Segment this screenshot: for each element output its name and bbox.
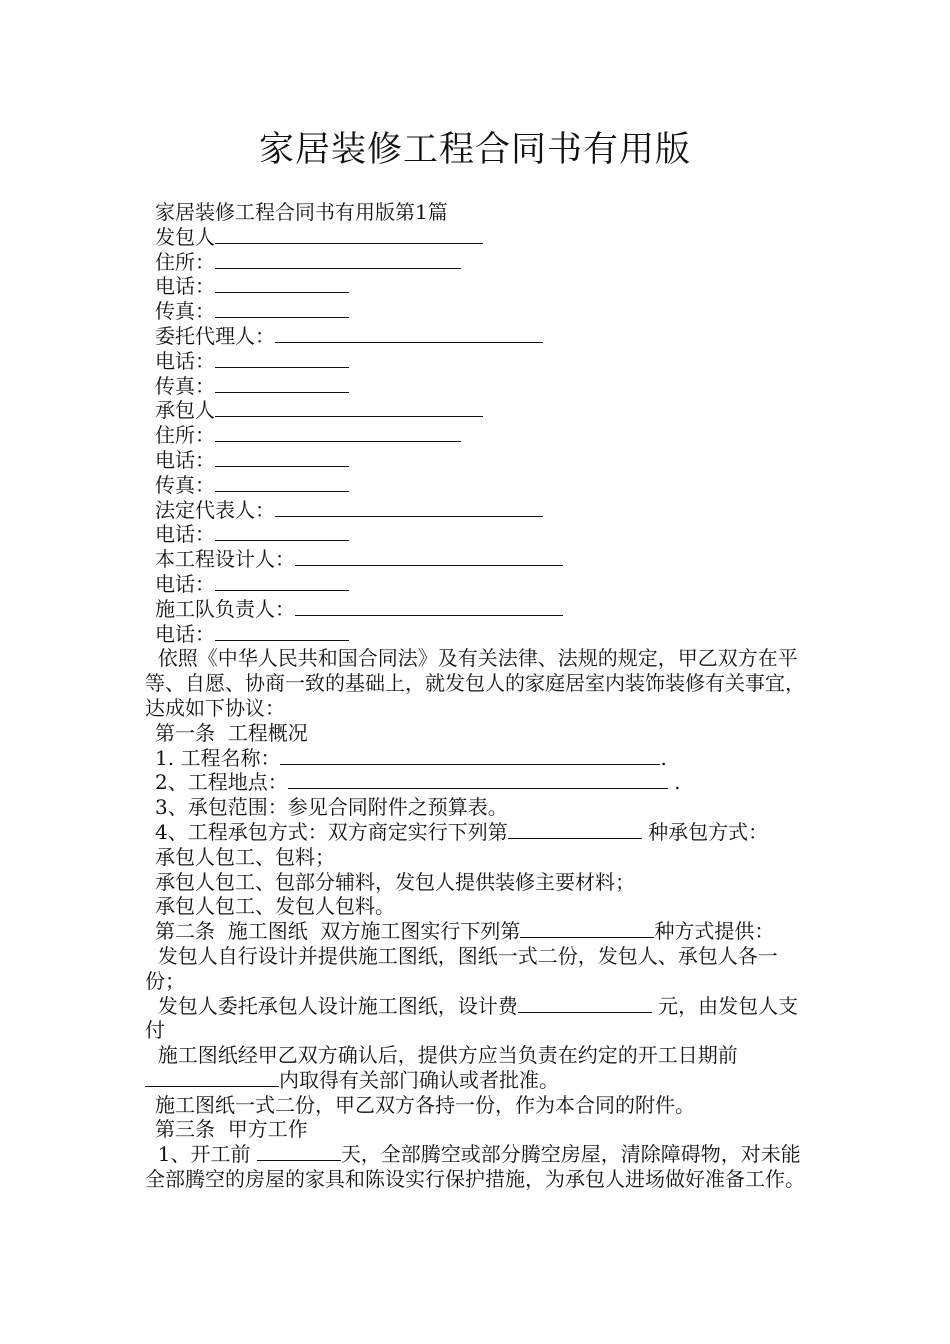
field-phone bbox=[145, 622, 817, 647]
field-phone bbox=[145, 349, 817, 374]
blank-line bbox=[275, 498, 543, 517]
blank-line bbox=[280, 746, 660, 765]
item-end: . bbox=[660, 745, 667, 770]
blank-line bbox=[215, 374, 349, 393]
field-legal-rep bbox=[145, 498, 817, 523]
heading-text: 第二条 施工图纸 双方施工图实行下列第 bbox=[155, 919, 521, 944]
field-label: 电话： bbox=[155, 348, 215, 373]
article-1-item-1 bbox=[145, 746, 817, 771]
intro-paragraph bbox=[145, 646, 817, 720]
blank-line bbox=[518, 994, 652, 1013]
document-body bbox=[145, 200, 817, 1192]
field-phone bbox=[145, 274, 817, 299]
para-text: 施工图纸经甲乙双方确认后，提供方应当负责在约定的开工日期前 bbox=[157, 1043, 738, 1068]
field-team-leader bbox=[145, 597, 817, 622]
article-1-option-2: 承包人包工、包部分辅料，发包人提供装修主要材料； bbox=[155, 869, 635, 894]
field-party-a bbox=[145, 225, 817, 250]
heading-text: 种方式提供： bbox=[654, 919, 775, 944]
blank-line bbox=[295, 597, 563, 616]
item-label: 2、工程地点： bbox=[155, 770, 288, 795]
article-1-item-2 bbox=[145, 770, 817, 795]
blank-line bbox=[288, 770, 668, 789]
article-1-item-4 bbox=[145, 820, 817, 845]
item-end: . bbox=[667, 770, 681, 795]
field-label: 施工队负责人： bbox=[155, 596, 295, 621]
blank-line bbox=[215, 225, 483, 244]
field-label: 传真： bbox=[155, 373, 215, 398]
blank-line bbox=[215, 349, 349, 368]
field-label: 法定代表人： bbox=[155, 497, 275, 522]
blank-line bbox=[215, 299, 349, 318]
blank-line bbox=[215, 622, 349, 641]
field-phone bbox=[145, 448, 817, 473]
para-text: 天，全部腾空或部分腾空房屋，清除障碍物，对未能全部腾空的房屋的家具和陈设实行保护措施，为承包人进场做好准备工作。 bbox=[145, 1142, 805, 1192]
field-fax bbox=[145, 299, 817, 324]
article-2-para-4: 施工图纸一式二份，甲乙双方各持一份，作为本合同的附件。 bbox=[155, 1092, 695, 1117]
item-label: 1. 工程名称： bbox=[155, 745, 281, 770]
contract-subtitle: 家居装修工程合同书有用版第1篇 bbox=[155, 200, 448, 224]
field-label: 承包人 bbox=[155, 398, 215, 423]
blank-line bbox=[508, 820, 642, 839]
field-designer bbox=[145, 547, 817, 572]
field-label: 电话： bbox=[155, 621, 215, 646]
para-text: 1、开工前 bbox=[157, 1142, 257, 1167]
field-label: 电话： bbox=[155, 447, 215, 472]
field-phone bbox=[145, 572, 817, 597]
blank-line bbox=[215, 473, 349, 492]
blank-line bbox=[215, 423, 461, 442]
field-address bbox=[145, 250, 817, 275]
field-label: 电话： bbox=[155, 274, 215, 299]
article-2-para-1 bbox=[145, 944, 817, 994]
blank-line bbox=[215, 448, 349, 467]
para-text: 发包人委托承包人设计施工图纸，设计费 bbox=[157, 993, 518, 1018]
blank-line bbox=[295, 547, 563, 566]
blank-line bbox=[275, 324, 543, 343]
para-text: 元，由发包人支付 bbox=[145, 993, 799, 1043]
blank-line bbox=[215, 398, 483, 417]
para-text: 发包人自行设计并提供施工图纸，图纸一式二份，发包人、承包人各一份； bbox=[145, 943, 778, 993]
blank-line bbox=[215, 522, 349, 541]
blank-line bbox=[145, 1068, 279, 1087]
field-agent bbox=[145, 324, 817, 349]
field-label: 电话： bbox=[155, 571, 215, 596]
article-1-option-3: 承包人包工、发包人包料。 bbox=[155, 894, 395, 919]
blank-line bbox=[215, 274, 349, 293]
field-phone bbox=[145, 522, 817, 547]
blank-line bbox=[215, 250, 461, 269]
field-label: 传真： bbox=[155, 299, 215, 324]
blank-line bbox=[215, 572, 349, 591]
article-3-heading: 第三条 甲方工作 bbox=[155, 1117, 308, 1142]
article-1-option-1: 承包人包工、包料； bbox=[155, 844, 335, 869]
article-2-heading bbox=[145, 919, 817, 944]
field-label: 电话： bbox=[155, 522, 215, 547]
field-label: 住所： bbox=[155, 249, 215, 274]
article-2-para-3 bbox=[145, 1043, 817, 1093]
article-2-para-2 bbox=[145, 994, 817, 1044]
intro-text: 依照《中华人民共和国合同法》及有关法律、法规的规定，甲乙双方在平等、自愿、协商一致的基础上，就发包人的家庭居室内装饰装修有关事宜，达成如下协议： bbox=[145, 646, 805, 720]
para-text: 内取得有关部门确认或者批准。 bbox=[279, 1067, 559, 1092]
item-text: 4、工程承包方式：双方商定实行下列第 bbox=[155, 819, 508, 844]
field-fax bbox=[145, 374, 817, 399]
field-label: 发包人 bbox=[155, 224, 215, 249]
field-label: 委托代理人： bbox=[155, 323, 275, 348]
item-text: 种承包方式： bbox=[641, 819, 769, 844]
article-1-item-3: 3、承包范围：参见合同附件之预算表。 bbox=[155, 795, 508, 820]
field-address bbox=[145, 423, 817, 448]
field-fax bbox=[145, 473, 817, 498]
field-label: 住所： bbox=[155, 423, 215, 448]
document-title: 家居装修工程合同书有用版 bbox=[258, 130, 691, 170]
blank-line bbox=[520, 919, 654, 938]
field-party-b bbox=[145, 398, 817, 423]
blank-line bbox=[257, 1142, 341, 1161]
article-3-para-1 bbox=[145, 1142, 817, 1192]
field-label: 传真： bbox=[155, 472, 215, 497]
article-1-heading: 第一条 工程概况 bbox=[155, 720, 308, 745]
field-label: 本工程设计人： bbox=[155, 547, 295, 572]
